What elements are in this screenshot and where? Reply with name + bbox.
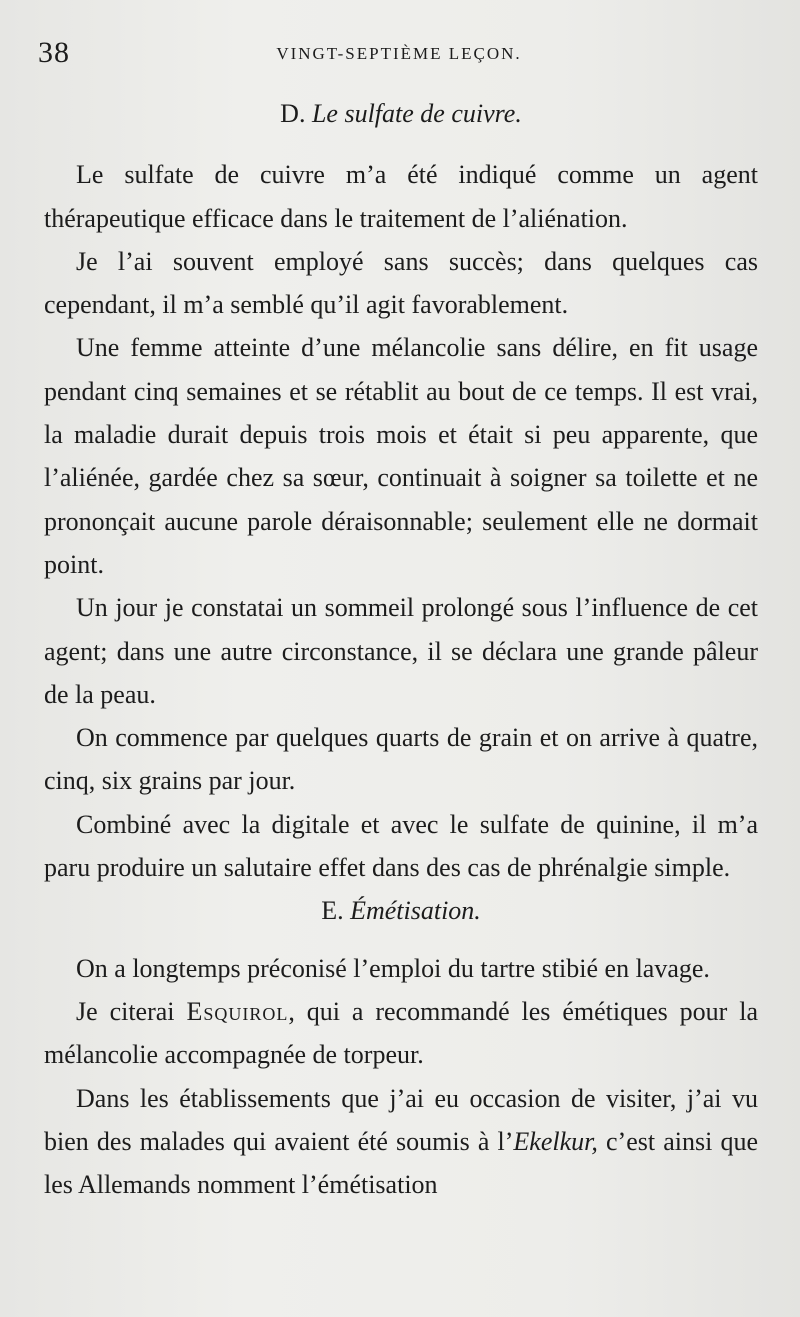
paragraph-text: Dans les établissements que j’ai eu occasion de visiter, j’ai vu bien des malades qui avaient été soumis à l’: [44, 1083, 758, 1156]
paragraph-esquirol: [44, 990, 758, 1077]
running-head: VINGT-SEPTIÈME LEÇON.: [276, 44, 522, 63]
section-title: Le sulfate de cuivre.: [311, 99, 522, 128]
paragraph: Un jour je constatai un sommeil prolongé sous l’influence de cet agent; dans une autre circonstance, il se déclara une grande pâleur de la peau.: [44, 593, 758, 709]
section-title: Émétisation.: [350, 896, 481, 926]
paragraph: On commence par quelques quarts de grain et on arrive à quatre, cinq, six grains par jour.: [44, 723, 758, 796]
section-letter: D.: [280, 99, 306, 128]
paragraph-text: Je citerai: [76, 996, 187, 1026]
paragraph: Le sulfate de cuivre m’a été indiqué comme un agent thérapeutique efficace dans le traitement de l’aliénation.: [44, 160, 758, 233]
paragraph: Je l’ai souvent employé sans succès; dans quelques cas cependant, il m’a semblé qu’il agit favorablement.: [44, 246, 758, 320]
paragraph: On a longtemps préconisé l’emploi du tartre stibié en lavage.: [76, 953, 710, 983]
paragraph-text: , qui a recommandé les émétiques pour la mélancolie accompagnée de torpeur.: [44, 996, 759, 1070]
page-number: 38: [38, 36, 70, 69]
section-heading-e: [44, 889, 758, 932]
section-letter: E.: [321, 896, 344, 926]
section-heading-d: [44, 92, 758, 135]
foreign-term: Ekelkur,: [513, 1126, 598, 1156]
page-body: [44, 92, 758, 1206]
paragraph-text: c’est ainsi que les Allemands nomment l’émétisation: [44, 1126, 758, 1200]
paragraph: Combiné avec la digitale et avec le sulfate de quinine, il m’a paru produire un salutaire effet dans des cas de phrénalgie simple.: [44, 809, 758, 883]
page-header: [38, 36, 760, 76]
author-name: Esquirol: [186, 996, 289, 1026]
paragraph-ekelkur: [44, 1077, 758, 1207]
paragraph: Une femme atteinte d’une mélancolie sans délire, en fit usage pendant cinq semaines et se rétablit au bout de ce temps. Il est vrai, la maladie durait depuis trois mois et était si peu apparente, que l’aliénée, gardée chez sa sœur, continuait à soigner sa toilette et ne prononçait aucune parole déraisonnable; seulement elle ne dormait point.: [44, 333, 758, 579]
